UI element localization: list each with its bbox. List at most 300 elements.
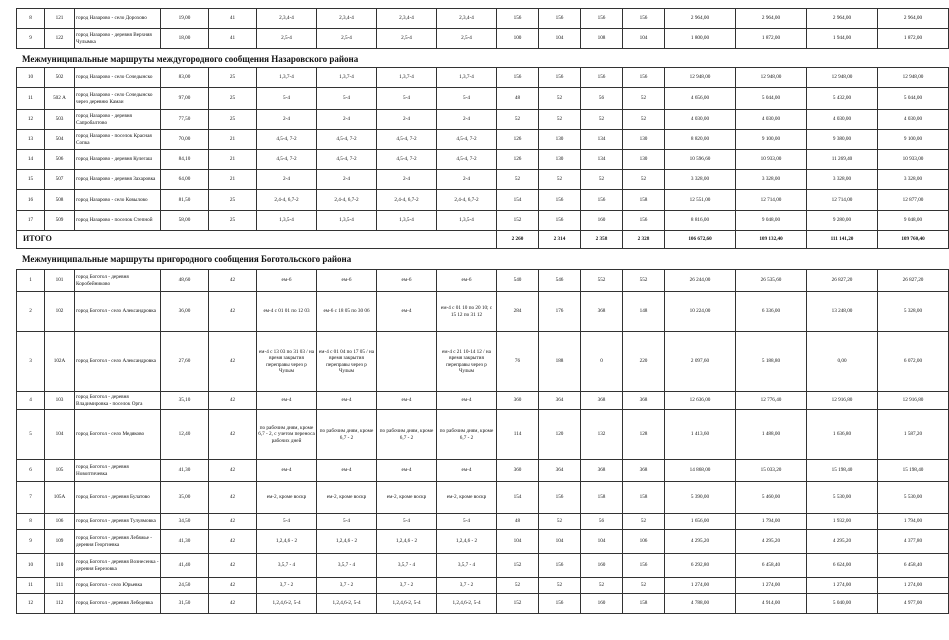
cell-s4: 4,5-4, 7-2 <box>437 150 497 170</box>
cell-no: 9 <box>17 29 45 49</box>
cell-s4: 2,5-4 <box>437 29 497 49</box>
cell-n3: 156 <box>581 9 623 29</box>
cell-s2: 1,2,4,6-2, 5-4 <box>317 594 377 614</box>
cell-len: 18,00 <box>161 29 209 49</box>
cell-n1: 114 <box>497 410 539 460</box>
cell-v2: 5 044,00 <box>736 88 807 110</box>
cell-s2: ем-6 с 18 05 по 30 06 <box>317 292 377 332</box>
table-row <box>17 29 949 49</box>
cell-no: 12 <box>17 110 45 130</box>
table-row <box>17 332 949 392</box>
cell-n4: 52 <box>623 88 665 110</box>
cell-v2: 15 033,20 <box>736 460 807 482</box>
cell-n3: 368 <box>581 292 623 332</box>
cell-len: 70,00 <box>161 130 209 150</box>
cell-n4: 52 <box>623 514 665 530</box>
cell-cap: 42 <box>209 578 257 594</box>
cell-v2: 1 872,00 <box>736 29 807 49</box>
cell-s3: 2,3,4-4 <box>377 9 437 29</box>
cell-n1: 540 <box>497 270 539 292</box>
cell-s4: 3,7 - 2 <box>437 578 497 594</box>
cell-n1: 52 <box>497 110 539 130</box>
cell-n2: 364 <box>539 392 581 410</box>
cell-s1: 1,3,5-4 <box>257 211 317 231</box>
cell-len: 35,10 <box>161 392 209 410</box>
cell-n4: 104 <box>623 29 665 49</box>
cell-v3: 5 040,00 <box>807 594 878 614</box>
cell-v2: 1 794,00 <box>736 514 807 530</box>
cell-name: город Боготол - село Медяково <box>75 410 161 460</box>
cell-s4: 3,5,7 - 4 <box>437 554 497 578</box>
cell-s1: 4,5-4, 7-2 <box>257 130 317 150</box>
table-row <box>17 530 949 554</box>
cell-n3: 160 <box>581 594 623 614</box>
cell-route: 509 <box>45 211 75 231</box>
cell-s1: 2,4-4, 6,7-2 <box>257 190 317 211</box>
cell-no: 4 <box>17 392 45 410</box>
cell-v3: 4 030,00 <box>807 110 878 130</box>
bogotol-heading-table <box>16 252 898 266</box>
cell-n4: 52 <box>623 578 665 594</box>
cell-s1: 3,5,7 - 4 <box>257 554 317 578</box>
cell-n1: 284 <box>497 292 539 332</box>
cell-v2: 6 336,00 <box>736 292 807 332</box>
cell-v2: 1 488,00 <box>736 410 807 460</box>
cell-cap: 25 <box>209 68 257 88</box>
cell-n1: 156 <box>497 9 539 29</box>
cell-len: 35,00 <box>161 482 209 514</box>
cell-s4: 1,3,7-4 <box>437 68 497 88</box>
cell-v4: 5 328,00 <box>878 292 949 332</box>
cell-name: город Боготол - село Александровка <box>75 292 161 332</box>
cell-v1: 1 274,00 <box>665 578 736 594</box>
table-row <box>17 68 949 88</box>
cell-n2: 156 <box>539 68 581 88</box>
cell-s3: 5-4 <box>377 514 437 530</box>
section-heading-bogotol: Межмуниципальные маршруты пригородного сообщения Боготольского района <box>22 253 352 264</box>
cell-n1: 52 <box>497 578 539 594</box>
cell-s2: ем-6 <box>317 270 377 292</box>
cell-route: 112 <box>45 594 75 614</box>
cell-v4: 15 198,40 <box>878 460 949 482</box>
table-row <box>17 482 949 514</box>
cell-v1: 4 656,00 <box>665 88 736 110</box>
cell-s3: 2,4-4, 6,7-2 <box>377 190 437 211</box>
cell-n4: 156 <box>623 68 665 88</box>
cell-n3: 134 <box>581 150 623 170</box>
cell-n4: 220 <box>623 332 665 392</box>
cell-s1: 2-4 <box>257 170 317 190</box>
cell-name: город Назарово - село Дорохово <box>75 9 161 29</box>
cell-n1: 48 <box>497 514 539 530</box>
cell-len: 48,60 <box>161 270 209 292</box>
cell-n2: 52 <box>539 88 581 110</box>
cell-no: 15 <box>17 170 45 190</box>
cell-v1: 10 596,60 <box>665 150 736 170</box>
cell-n3: 56 <box>581 514 623 530</box>
cell-n2: 156 <box>539 9 581 29</box>
cell-n3: 156 <box>581 190 623 211</box>
cell-v4: 4 977,00 <box>878 594 949 614</box>
cell-s2: 2-4 <box>317 110 377 130</box>
cell-s3: 1,2,4,6-2, 5-4 <box>377 594 437 614</box>
cell-len: 97,00 <box>161 88 209 110</box>
cell-cap: 41 <box>209 9 257 29</box>
cell-name: город Боготол - деревня Новоптичевка <box>75 460 161 482</box>
cell-s3: ем-4 <box>377 460 437 482</box>
cell-cap: 21 <box>209 130 257 150</box>
cell-s4: 2-4 <box>437 110 497 130</box>
cell-n4: 130 <box>623 150 665 170</box>
cell-n2: 546 <box>539 270 581 292</box>
table-nazarovo <box>16 67 949 249</box>
cell-route: 111 <box>45 578 75 594</box>
cell-route: 502 А <box>45 88 75 110</box>
cell-n3: 0 <box>581 332 623 392</box>
cell-route: 121 <box>45 9 75 29</box>
cell-v2: 2 964,00 <box>736 9 807 29</box>
cell-v3: 1 636,80 <box>807 410 878 460</box>
cell-n2: 156 <box>539 594 581 614</box>
cell-v4: 4 030,00 <box>878 110 949 130</box>
cell-v2: 5 188,80 <box>736 332 807 392</box>
cell-s3: 3,5,7 - 4 <box>377 554 437 578</box>
cell-no: 12 <box>17 594 45 614</box>
cell-v1: 3 328,00 <box>665 170 736 190</box>
cell-no: 11 <box>17 88 45 110</box>
cell-n1: 360 <box>497 460 539 482</box>
cell-v1: 12 948,00 <box>665 68 736 88</box>
cell-name: город Назарово - поселок Красная Сопка <box>75 130 161 150</box>
cell-n3: 160 <box>581 211 623 231</box>
cell-s4: ем-4 с 01 10 по 20 10; с 15 12 по 31 12 <box>437 292 497 332</box>
cell-n2: 130 <box>539 130 581 150</box>
cell-cap: 42 <box>209 392 257 410</box>
table-row <box>17 514 949 530</box>
cell-v3: 12 948,00 <box>807 68 878 88</box>
cell-len: 77,50 <box>161 110 209 130</box>
itogo-v3: 111 141,20 <box>807 231 878 249</box>
cell-n1: 48 <box>497 88 539 110</box>
cell-route: 101 <box>45 270 75 292</box>
cell-no: 14 <box>17 150 45 170</box>
cell-route: 106 <box>45 514 75 530</box>
cell-name: город Боготол - деревня Коробейниково <box>75 270 161 292</box>
cell-no: 5 <box>17 410 45 460</box>
cell-v1: 1 800,00 <box>665 29 736 49</box>
cell-v1: 4 295,20 <box>665 530 736 554</box>
cell-s1: ем-6 <box>257 270 317 292</box>
cell-v2: 26 535,60 <box>736 270 807 292</box>
cell-v2: 4 295,20 <box>736 530 807 554</box>
cell-n4: 158 <box>623 594 665 614</box>
table-row <box>17 150 949 170</box>
cell-n3: 52 <box>581 170 623 190</box>
cell-v1: 10 224,00 <box>665 292 736 332</box>
cell-s1: 5-4 <box>257 514 317 530</box>
cell-n1: 360 <box>497 392 539 410</box>
cell-v3: 1 274,00 <box>807 578 878 594</box>
cell-n3: 56 <box>581 88 623 110</box>
cell-n2: 188 <box>539 332 581 392</box>
cell-v1: 8 820,00 <box>665 130 736 150</box>
cell-s1: 2-4 <box>257 110 317 130</box>
cell-v3: 1 932,00 <box>807 514 878 530</box>
cell-v3: 9 280,00 <box>807 211 878 231</box>
itogo-v2: 109 132,40 <box>736 231 807 249</box>
cell-route: 503 <box>45 110 75 130</box>
cell-s3: ем-6 <box>377 270 437 292</box>
cell-v2: 12 714,00 <box>736 190 807 211</box>
cell-s1: 1,2,4,6-2, 5-4 <box>257 594 317 614</box>
cell-n2: 130 <box>539 150 581 170</box>
cell-v3: 4 295,20 <box>807 530 878 554</box>
cell-v1: 4 788,00 <box>665 594 736 614</box>
cell-v4: 10 933,00 <box>878 150 949 170</box>
cell-v3: 5 432,00 <box>807 88 878 110</box>
cell-v3: 0,00 <box>807 332 878 392</box>
cell-s2: 5-4 <box>317 514 377 530</box>
cell-v4: 1 587,20 <box>878 410 949 460</box>
cell-s4: 1,3,5-4 <box>437 211 497 231</box>
table-row <box>17 190 949 211</box>
cell-v3: 1 944,00 <box>807 29 878 49</box>
cell-n2: 364 <box>539 460 581 482</box>
cell-cap: 21 <box>209 170 257 190</box>
cell-v1: 14 868,00 <box>665 460 736 482</box>
cell-route: 507 <box>45 170 75 190</box>
table-row <box>17 170 949 190</box>
cell-cap: 41 <box>209 29 257 49</box>
cell-s3: 2,5-4 <box>377 29 437 49</box>
cell-cap: 42 <box>209 332 257 392</box>
cell-route: 502 <box>45 68 75 88</box>
cell-s2: 1,2,4,6 - 2 <box>317 530 377 554</box>
cell-v2: 5 460,00 <box>736 482 807 514</box>
cell-s3: 1,3,5-4 <box>377 211 437 231</box>
top-rows-body <box>17 9 949 49</box>
cell-cap: 21 <box>209 150 257 170</box>
table-row <box>17 9 949 29</box>
cell-s2: 2,5-4 <box>317 29 377 49</box>
cell-no: 7 <box>17 482 45 514</box>
table-row <box>17 211 949 231</box>
cell-s1: 2,5-4 <box>257 29 317 49</box>
cell-n2: 120 <box>539 410 581 460</box>
cell-n4: 106 <box>623 530 665 554</box>
cell-s3: 4,5-4, 7-2 <box>377 130 437 150</box>
cell-n1: 76 <box>497 332 539 392</box>
cell-v1: 1 656,00 <box>665 514 736 530</box>
cell-cap: 25 <box>209 190 257 211</box>
cell-n4: 156 <box>623 211 665 231</box>
cell-v3: 2 964,00 <box>807 9 878 29</box>
cell-v3: 15 198,40 <box>807 460 878 482</box>
cell-cap: 25 <box>209 211 257 231</box>
cell-len: 34,50 <box>161 514 209 530</box>
cell-n3: 132 <box>581 410 623 460</box>
cell-no: 17 <box>17 211 45 231</box>
cell-len: 41,40 <box>161 554 209 578</box>
table-top-rows <box>16 8 949 49</box>
cell-n4: 368 <box>623 460 665 482</box>
cell-v4: 5 044,00 <box>878 88 949 110</box>
cell-cap: 42 <box>209 482 257 514</box>
cell-no: 8 <box>17 514 45 530</box>
cell-no: 10 <box>17 554 45 578</box>
cell-no: 10 <box>17 68 45 88</box>
cell-v4: 12 877,00 <box>878 190 949 211</box>
itogo-v1: 106 672,60 <box>665 231 736 249</box>
cell-s1: 1,3,7-4 <box>257 68 317 88</box>
cell-s4: 2,4-4, 6,7-2 <box>437 190 497 211</box>
cell-n1: 152 <box>497 554 539 578</box>
cell-s2: 1,3,5-4 <box>317 211 377 231</box>
cell-name: город Боготол - деревня Тулуямовка <box>75 514 161 530</box>
cell-v3: 11 269,40 <box>807 150 878 170</box>
cell-n1: 152 <box>497 594 539 614</box>
cell-v4: 5 530,00 <box>878 482 949 514</box>
cell-s2: 3,5,7 - 4 <box>317 554 377 578</box>
cell-s2: 4,5-4, 7-2 <box>317 130 377 150</box>
cell-v1: 26 244,00 <box>665 270 736 292</box>
cell-s3: 3,7 - 2 <box>377 578 437 594</box>
cell-no: 1 <box>17 270 45 292</box>
cell-n3: 160 <box>581 554 623 578</box>
table-row <box>17 594 949 614</box>
cell-v2: 4 030,00 <box>736 110 807 130</box>
cell-v1: 8 816,00 <box>665 211 736 231</box>
cell-name: город Назарово - село Ковылово <box>75 190 161 211</box>
cell-cap: 42 <box>209 554 257 578</box>
cell-n3: 156 <box>581 68 623 88</box>
table-row <box>17 110 949 130</box>
cell-v2: 9 048,00 <box>736 211 807 231</box>
cell-v4: 6 458,40 <box>878 554 949 578</box>
cell-s2: 3,7 - 2 <box>317 578 377 594</box>
cell-no: 13 <box>17 130 45 150</box>
cell-n2: 156 <box>539 554 581 578</box>
cell-s2: 4,5-4, 7-2 <box>317 150 377 170</box>
cell-n1: 126 <box>497 130 539 150</box>
cell-v3: 26 827,20 <box>807 270 878 292</box>
cell-n3: 134 <box>581 130 623 150</box>
cell-len: 24,50 <box>161 578 209 594</box>
cell-cap: 42 <box>209 270 257 292</box>
cell-s3: 1,2,4,6 - 2 <box>377 530 437 554</box>
cell-s2: ем-4 <box>317 460 377 482</box>
cell-n1: 104 <box>497 530 539 554</box>
itogo-n1: 2 260 <box>497 231 539 249</box>
cell-cap: 42 <box>209 460 257 482</box>
cell-route: 103 <box>45 392 75 410</box>
cell-n2: 52 <box>539 514 581 530</box>
cell-v4: 4 377,80 <box>878 530 949 554</box>
cell-v2: 3 328,00 <box>736 170 807 190</box>
cell-v1: 2 097,60 <box>665 332 736 392</box>
table-row <box>17 130 949 150</box>
cell-v3: 3 328,00 <box>807 170 878 190</box>
cell-len: 64,00 <box>161 170 209 190</box>
cell-len: 84,10 <box>161 150 209 170</box>
cell-v4: 1 274,00 <box>878 578 949 594</box>
cell-name: город Боготол - деревня Лебяжье - деревня Георгиевка <box>75 530 161 554</box>
cell-s1: по рабочим дням, кроме 6,7 - 2, с учетом переноса рабочих дней <box>257 410 317 460</box>
cell-v2: 10 933,00 <box>736 150 807 170</box>
cell-v2: 6 458,40 <box>736 554 807 578</box>
cell-v1: 5 390,00 <box>665 482 736 514</box>
cell-n3: 368 <box>581 460 623 482</box>
cell-s1: ем-4 с 01 01 по 12 03 <box>257 292 317 332</box>
cell-n2: 52 <box>539 110 581 130</box>
cell-s2: 2-4 <box>317 170 377 190</box>
itogo-label: ИТОГО <box>17 231 497 249</box>
cell-v4: 1 794,00 <box>878 514 949 530</box>
cell-name: город Боготол - деревня Вознесенка - деревня Березовка <box>75 554 161 578</box>
cell-cap: 42 <box>209 514 257 530</box>
cell-n4: 148 <box>623 292 665 332</box>
cell-s2: ем-4 <box>317 392 377 410</box>
cell-v4: 26 827,20 <box>878 270 949 292</box>
cell-s2: ем-2, кроме воскр <box>317 482 377 514</box>
itogo-n2: 2 314 <box>539 231 581 249</box>
cell-route: 109 <box>45 530 75 554</box>
table-row <box>17 88 949 110</box>
cell-s4: 5-4 <box>437 514 497 530</box>
cell-route: 504 <box>45 130 75 150</box>
cell-s2: 2,3,4-4 <box>317 9 377 29</box>
cell-route: 102А <box>45 332 75 392</box>
cell-v3: 6 624,00 <box>807 554 878 578</box>
cell-n1: 126 <box>497 150 539 170</box>
cell-len: 41,30 <box>161 530 209 554</box>
cell-n4: 368 <box>623 392 665 410</box>
cell-v1: 12 551,00 <box>665 190 736 211</box>
cell-n3: 368 <box>581 392 623 410</box>
cell-name: город Назарово - деревня Кулегаш <box>75 150 161 170</box>
cell-no: 16 <box>17 190 45 211</box>
cell-s4: ем-2, кроме воскр <box>437 482 497 514</box>
itogo-v4: 109 760,40 <box>878 231 949 249</box>
cell-s3: 5-4 <box>377 88 437 110</box>
cell-s2: 1,3,7-4 <box>317 68 377 88</box>
cell-cap: 42 <box>209 410 257 460</box>
cell-s1: 5-4 <box>257 88 317 110</box>
cell-s4: 2-4 <box>437 170 497 190</box>
cell-s2: по рабочим дням, кроме 6,7 - 2 <box>317 410 377 460</box>
cell-n2: 156 <box>539 190 581 211</box>
cell-s4: ем-4 <box>437 460 497 482</box>
cell-route: 508 <box>45 190 75 211</box>
cell-n1: 52 <box>497 170 539 190</box>
cell-n4: 128 <box>623 410 665 460</box>
cell-name: город Назарово - деревня Сапробалтово <box>75 110 161 130</box>
cell-n4: 158 <box>623 190 665 211</box>
cell-len: 58,00 <box>161 211 209 231</box>
cell-v4: 6 072,00 <box>878 332 949 392</box>
nazarovo-rows-body <box>17 68 949 249</box>
cell-no: 11 <box>17 578 45 594</box>
cell-s4: 2,3,4-4 <box>437 9 497 29</box>
cell-cap: 25 <box>209 88 257 110</box>
cell-len: 41,30 <box>161 460 209 482</box>
cell-s3: 2-4 <box>377 170 437 190</box>
cell-n2: 176 <box>539 292 581 332</box>
cell-v2: 1 274,00 <box>736 578 807 594</box>
cell-n1: 152 <box>497 211 539 231</box>
cell-n2: 156 <box>539 482 581 514</box>
cell-n2: 52 <box>539 170 581 190</box>
